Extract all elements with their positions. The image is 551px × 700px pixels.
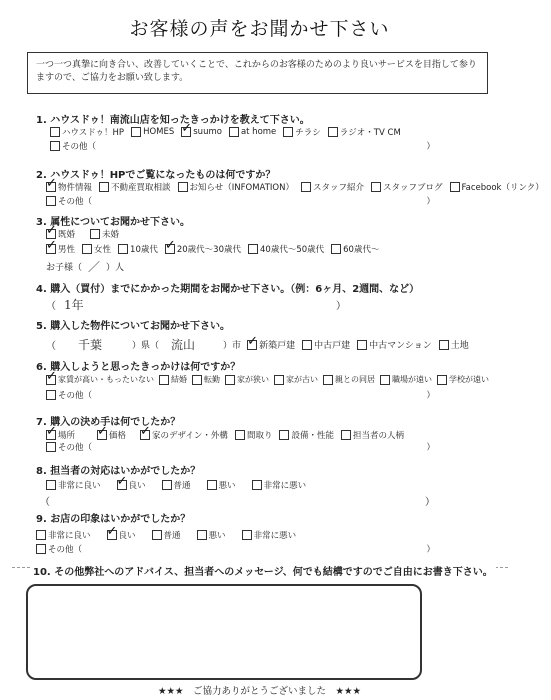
q3-option-single[interactable]	[90, 228, 119, 240]
question-2: 2. ハウスドゥ！HPでご覧になったものは何ですか？	[36, 170, 276, 181]
q2-other[interactable]	[46, 195, 435, 207]
checkbox[interactable]	[192, 375, 202, 385]
children-label: お子様（	[46, 263, 83, 273]
paren-open: （	[46, 341, 56, 352]
paren-close: ）	[426, 391, 435, 401]
q3-option-female[interactable]	[82, 243, 111, 255]
option-label: 普通	[173, 481, 191, 491]
checkbox[interactable]	[50, 127, 60, 137]
paren-close: ）	[426, 197, 435, 207]
option-label: 中古マンション	[369, 341, 432, 351]
option-label: 悪い	[208, 531, 226, 541]
checkbox[interactable]	[242, 530, 252, 540]
q3-option-40s-50s[interactable]	[248, 243, 324, 255]
option-label: 男性	[58, 245, 76, 255]
option-label: 物件情報	[58, 183, 93, 193]
checkbox[interactable]	[357, 340, 367, 350]
checkbox[interactable]	[90, 229, 100, 239]
q6-option-school[interactable]	[437, 374, 489, 385]
q5-option-land[interactable]	[439, 338, 469, 351]
option-label: 非常に悪い	[263, 481, 307, 491]
q3-option-60s[interactable]	[331, 243, 379, 255]
option-label: 担当者の人柄	[352, 431, 404, 441]
checkbox-checked[interactable]	[46, 430, 56, 440]
free-comment-box[interactable]	[26, 584, 422, 680]
option-label: Facebook（リンク）	[461, 183, 544, 193]
q2-options	[46, 181, 551, 193]
checkbox-checked[interactable]	[97, 430, 107, 440]
checkbox-checked[interactable]	[247, 340, 257, 350]
q2-option-news[interactable]	[178, 181, 294, 193]
q1-option-athome[interactable]	[229, 127, 276, 137]
option-label: 10歳代	[130, 245, 158, 255]
option-label: 20歳代〜30歳代	[176, 245, 241, 255]
q1-option-flyer[interactable]	[283, 126, 321, 138]
option-label: 家のデザイン・外構	[152, 431, 228, 441]
option-label: お知らせ（INFOMATION）	[189, 183, 294, 193]
checkbox[interactable]	[46, 442, 56, 452]
q6-option-marriage[interactable]	[159, 374, 187, 385]
checkbox[interactable]	[235, 430, 245, 440]
thanks-footer: ★★★ ご協力ありがとうございました ★★★	[157, 686, 362, 697]
paren-close: ）	[426, 142, 435, 152]
option-label: スタッフブログ	[382, 183, 443, 193]
checkbox[interactable]	[36, 530, 46, 540]
option-label: 家賃が高い・もったいない	[58, 375, 154, 384]
option-label: 職場が遠い	[392, 375, 432, 384]
paren-close: ）	[336, 301, 346, 312]
option-label: 親との同居	[335, 375, 375, 384]
checkbox[interactable]	[46, 196, 56, 206]
q1-option-suumo[interactable]	[181, 127, 222, 137]
checkbox[interactable]	[197, 530, 207, 540]
q9-options	[36, 529, 303, 541]
q7-other[interactable]	[46, 441, 435, 453]
checkbox-checked[interactable]	[46, 244, 56, 254]
checkbox-checked[interactable]	[46, 375, 56, 385]
option-label: スタッフ紹介	[312, 183, 364, 193]
q3-option-male[interactable]	[46, 243, 75, 255]
question-10: 10. その他弊社へのアドバイス、担当者へのメッセージ、何でも結構ですのでご自由にお書き下さい。	[30, 563, 496, 578]
q2-option-buyback[interactable]	[99, 181, 171, 193]
checkbox[interactable]	[328, 127, 338, 137]
checkbox[interactable]	[159, 375, 169, 385]
form-title: お客様の声をお聞かせ下さい	[129, 18, 390, 40]
checkbox[interactable]	[162, 480, 172, 490]
checkbox[interactable]	[225, 375, 235, 385]
option-label: 未婚	[102, 230, 120, 240]
checkbox[interactable]	[380, 375, 390, 385]
q3-option-20s-30s[interactable]	[165, 243, 241, 255]
q6-option-narrow[interactable]	[225, 374, 269, 385]
option-label: 悪い	[218, 481, 236, 491]
option-label: 結婚	[171, 375, 187, 384]
checkbox[interactable]	[341, 430, 351, 440]
checkbox[interactable]	[450, 182, 460, 192]
checkbox[interactable]	[46, 480, 56, 490]
checkbox[interactable]	[36, 544, 46, 554]
q9-option-good[interactable]	[107, 529, 136, 541]
q9-option-bad[interactable]	[197, 529, 226, 541]
other-label: その他（	[58, 197, 93, 207]
q7-option-layout[interactable]	[235, 429, 273, 441]
q6-option-rent[interactable]	[46, 374, 154, 385]
q6-option-old[interactable]	[274, 374, 318, 385]
option-label: at home	[240, 127, 277, 137]
option-label: 女性	[94, 245, 112, 255]
question-4: 4. 購入（買付）までにかかった期間をお聞かせ下さい。（例：6ヶ月、2週間、など）	[36, 284, 420, 295]
q9-option-normal[interactable]	[152, 529, 181, 541]
prefecture-value[interactable]: 千葉	[78, 338, 103, 352]
q5-option-used-house[interactable]	[302, 338, 350, 351]
q1-option-radio-tv[interactable]	[328, 126, 401, 138]
question-9: 9. お店の印象はいかがでしたか？	[36, 514, 191, 525]
paren-open: （	[46, 301, 56, 312]
checkbox[interactable]	[207, 480, 217, 490]
q7-option-design[interactable]	[140, 429, 228, 441]
checkbox[interactable]	[152, 530, 162, 540]
q2-option-staff[interactable]	[301, 181, 364, 193]
q6-option-workplace[interactable]	[380, 374, 432, 385]
option-label: 家が狭い	[237, 375, 269, 384]
checkbox[interactable]	[252, 480, 262, 490]
q8-comment[interactable]	[40, 493, 435, 508]
question-7: 7. 購入の決め手は何でしたか？	[36, 417, 181, 428]
question-3: 3. 属性についてお聞かせ下さい。	[36, 217, 191, 228]
q9-option-very-good[interactable]	[36, 529, 91, 541]
q1-options	[50, 126, 408, 138]
option-label: 非常に良い	[48, 531, 91, 541]
option-label: 既婚	[58, 230, 76, 240]
option-label: 40歳代〜50歳代	[260, 245, 325, 255]
checkbox-checked[interactable]	[46, 182, 56, 192]
q7-option-staff[interactable]	[341, 429, 404, 441]
q8-option-very-bad[interactable]	[252, 479, 307, 491]
q9-option-very-bad[interactable]	[242, 529, 297, 541]
checkbox[interactable]	[99, 182, 109, 192]
option-label: 転勤	[204, 375, 220, 384]
option-label: 普通	[163, 531, 181, 541]
prefecture-suffix: ）県（	[132, 341, 160, 351]
checkbox[interactable]	[118, 244, 128, 254]
q7-option-location[interactable]	[46, 429, 75, 441]
q8-option-good[interactable]	[117, 479, 146, 491]
q2-option-blog[interactable]	[371, 181, 443, 193]
option-label: HOMES	[143, 127, 175, 137]
option-label: 価格	[109, 431, 127, 441]
city-suffix: ）市	[223, 341, 242, 351]
paren-close: ）	[425, 497, 435, 508]
other-label: その他（	[58, 443, 93, 453]
option-label: 土地	[450, 341, 469, 351]
checkbox[interactable]	[279, 430, 289, 440]
other-label: その他（	[62, 142, 97, 152]
q5-answer	[46, 336, 476, 353]
paren-open: （	[40, 497, 50, 508]
checkbox-checked[interactable]	[107, 530, 117, 540]
period-value: 1年	[64, 298, 84, 312]
option-label: 家が古い	[286, 375, 318, 384]
question-5: 5. 購入した物件についてお聞かせ下さい。	[36, 321, 231, 332]
option-label: 間取り	[246, 431, 273, 441]
option-label: 中古戸建	[314, 341, 351, 351]
checkbox[interactable]	[301, 182, 311, 192]
q4-answer[interactable]	[46, 296, 346, 313]
option-label: 非常に良い	[58, 481, 101, 491]
checkbox[interactable]	[302, 340, 312, 350]
other-label: その他（	[58, 391, 93, 401]
q5-option-new-house[interactable]	[247, 338, 295, 351]
checkbox-checked[interactable]	[181, 127, 191, 137]
checkbox-checked[interactable]	[117, 480, 127, 490]
q8-option-bad[interactable]	[207, 479, 236, 491]
checkbox[interactable]	[82, 244, 92, 254]
checkbox[interactable]	[50, 141, 60, 151]
intro-box: 一つ一つ真摯に向き合い、改善していくことで、これからのお客様のためのより良いサービスを目指して参りますので、ご協力をお願い致します。	[27, 52, 488, 94]
q8-option-normal[interactable]	[162, 479, 191, 491]
q2-option-facebook[interactable]	[450, 181, 544, 193]
paren-close: ）	[426, 443, 435, 453]
checkbox[interactable]	[229, 127, 239, 137]
checkbox[interactable]	[331, 244, 341, 254]
q3-option-10s[interactable]	[118, 243, 158, 255]
children-unit: ）人	[106, 263, 125, 273]
option-label: チラシ	[295, 128, 321, 138]
checkbox-checked[interactable]	[140, 430, 150, 440]
checkbox[interactable]	[323, 375, 333, 385]
option-label: 60歳代〜	[343, 245, 380, 255]
city-value[interactable]: 流山	[171, 338, 196, 352]
option-label: 設備・性能	[291, 431, 334, 441]
option-label: suumo	[193, 127, 222, 137]
checkbox[interactable]	[274, 375, 284, 385]
option-label: 新築戸建	[259, 341, 296, 351]
option-label: 不動産買取相談	[111, 183, 171, 193]
option-label: 良い	[118, 531, 136, 541]
option-label: 学校が遠い	[449, 375, 489, 384]
q9-other[interactable]	[36, 543, 435, 555]
q3-children[interactable]	[46, 258, 124, 275]
q1-option-homes[interactable]	[131, 127, 174, 137]
q8-options	[46, 479, 313, 491]
checkbox[interactable]	[248, 244, 258, 254]
q6-other[interactable]	[46, 389, 435, 401]
paren-close: ）	[426, 545, 435, 555]
checkbox[interactable]	[178, 182, 188, 192]
q8-option-very-good[interactable]	[46, 479, 101, 491]
checkbox[interactable]	[46, 390, 56, 400]
q3-demographics	[46, 243, 386, 255]
q6-options	[46, 374, 489, 385]
checkbox[interactable]	[439, 340, 449, 350]
q3-marital	[46, 228, 126, 240]
q1-other[interactable]	[50, 140, 435, 152]
question-8: 8. 担当者の対応はいかがでしたか？	[36, 466, 201, 477]
option-label: 場所	[58, 431, 76, 441]
q6-option-parents[interactable]	[323, 374, 375, 385]
option-label: ラジオ・TV CM	[339, 128, 401, 138]
q5-option-used-mansion[interactable]	[357, 338, 432, 351]
q7-option-equipment[interactable]	[279, 429, 334, 441]
q1-option-hp[interactable]	[50, 126, 124, 138]
checkbox[interactable]	[283, 127, 293, 137]
checkbox[interactable]	[131, 127, 141, 137]
q6-option-transfer[interactable]	[192, 374, 220, 385]
other-label: その他（	[48, 545, 83, 555]
checkbox[interactable]	[437, 375, 447, 385]
option-label: 良い	[128, 481, 146, 491]
checkbox-checked[interactable]	[165, 244, 175, 254]
question-6: 6. 購入しようと思ったきっかけは何ですか？	[36, 362, 241, 373]
q7-option-price[interactable]	[97, 429, 126, 441]
option-label: ハウスドゥ！HP	[62, 128, 125, 138]
question-1: 1. ハウスドゥ！南流山店を知ったきっかけを教えて下さい。	[36, 115, 310, 126]
q2-option-property[interactable]	[46, 181, 92, 193]
children-value: ／	[88, 260, 101, 274]
checkbox[interactable]	[371, 182, 381, 192]
option-label: 非常に悪い	[253, 531, 297, 541]
q7-options	[46, 429, 411, 441]
